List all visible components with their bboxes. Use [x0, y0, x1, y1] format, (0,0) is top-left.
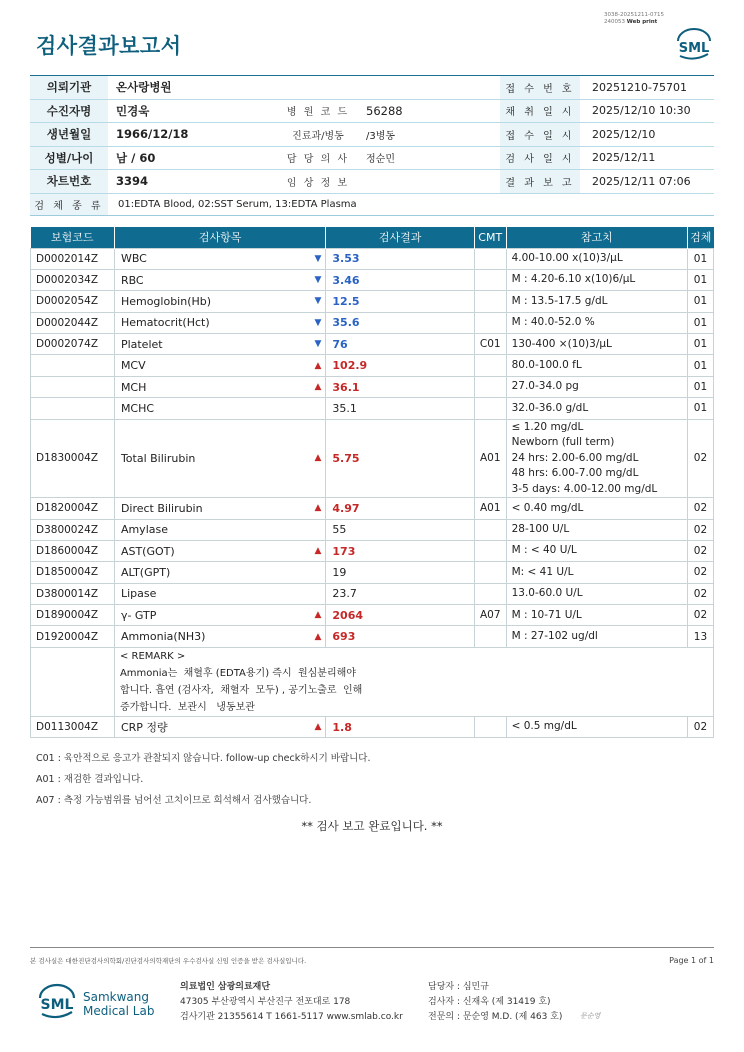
cmt-code: [474, 626, 506, 647]
reference-range: [506, 626, 687, 647]
reference-line: 130-400 ×(10)3/μL: [511, 337, 612, 350]
info-row-4: [30, 147, 714, 171]
table-row: [31, 419, 714, 498]
reference-line: M : 4.20-6.10 x(10)6/μL: [511, 273, 636, 286]
footer-divider: [30, 947, 714, 948]
high-flag-icon: ▲: [314, 360, 322, 371]
page-title: 검사결과보고서: [36, 34, 182, 58]
sml-footer-logo: [36, 981, 78, 1023]
insurance-code: D0002054Z: [31, 291, 115, 312]
reference-line: M: < 41 U/L: [511, 565, 574, 578]
test-item-name: ALT(GPT): [120, 565, 171, 579]
insurance-code: D3800024Z: [31, 519, 115, 540]
birth-label: 생년월일: [30, 123, 108, 146]
table-row: [31, 626, 714, 647]
remark-line: < REMARK >: [119, 650, 186, 662]
info-row-3: [30, 123, 714, 147]
cmt-code: [474, 248, 506, 269]
cmt-code: [474, 583, 506, 604]
low-flag-icon: ▼: [314, 296, 322, 307]
reference-line: 27.0-34.0 pg: [511, 380, 579, 393]
specimen-code: 01: [687, 248, 713, 269]
test-item: [114, 334, 325, 355]
reference-line: M : 13.5-17.5 g/dL: [511, 294, 608, 307]
test-item-name: γ- GTP: [120, 608, 157, 622]
test-item: [114, 269, 325, 290]
test-item: [114, 716, 325, 737]
reference-line: M : 27-102 ug/dl: [511, 629, 598, 642]
cmt-code: [474, 291, 506, 312]
info-row-6: [30, 194, 714, 216]
specimen-code: 01: [687, 291, 713, 312]
reference-range: [506, 248, 687, 269]
header-specimen: 검체: [687, 227, 713, 248]
test-result: 23.7: [326, 583, 475, 604]
insurance-code: D0002074Z: [31, 334, 115, 355]
patient-value: 민경욱: [116, 103, 150, 118]
test-item: [114, 498, 325, 519]
doctor-label: 담 당 의 사: [286, 154, 350, 166]
cmt-code: [474, 519, 506, 540]
high-flag-icon: ▲: [314, 722, 322, 733]
reference-range: [506, 716, 687, 737]
note-a07: A07 : 측정 가능범위를 넘어선 고치이므로 희석해서 검사했습니다.: [36, 795, 312, 806]
insurance-code: D0002034Z: [31, 269, 115, 290]
test-result: 55: [326, 519, 475, 540]
specimen-code: 01: [687, 334, 713, 355]
cmt-code: A01: [474, 498, 506, 519]
reference-range: [506, 605, 687, 626]
table-row: [31, 562, 714, 583]
info-row-1: [30, 76, 714, 100]
test-result: 12.5: [326, 291, 475, 312]
insurance-code: [31, 355, 115, 376]
chart-value: 3394: [116, 174, 149, 189]
header-item: 검사항목: [114, 227, 325, 248]
test-item: [114, 626, 325, 647]
sex-age-label: 성별/나이: [30, 147, 108, 170]
reference-range: [506, 398, 687, 419]
low-flag-icon: ▼: [314, 253, 322, 264]
test-result: 5.75: [326, 419, 475, 498]
patient-label: 수진자명: [30, 100, 108, 123]
reference-range: [506, 540, 687, 561]
reference-range: [506, 498, 687, 519]
table-row: [31, 355, 714, 376]
test-date-value: 2025/12/11: [592, 151, 656, 165]
test-result: 693: [326, 626, 475, 647]
insurance-code: D3800014Z: [31, 583, 115, 604]
comment-notes: [36, 752, 371, 815]
test-item: [114, 355, 325, 376]
specimen-value: 01:EDTA Blood, 02:SST Serum, 13:EDTA Plasma: [118, 198, 357, 210]
table-row: [31, 398, 714, 419]
insurance-code: D1860004Z: [31, 540, 115, 561]
table-row: [31, 498, 714, 519]
reference-line: < 0.5 mg/dL: [511, 720, 577, 733]
remark-cell: [114, 647, 713, 716]
specimen-code: 02: [687, 540, 713, 561]
reference-range: [506, 291, 687, 312]
high-flag-icon: ▲: [314, 610, 322, 621]
dept-label: 진료과/병동: [292, 130, 344, 142]
reference-range: [506, 312, 687, 333]
test-item: [114, 398, 325, 419]
reference-line: Newborn (full term): [511, 436, 615, 449]
insurance-code: [31, 376, 115, 397]
header-cmt: CMT: [474, 227, 506, 248]
high-flag-icon: ▲: [314, 453, 322, 464]
test-item: [114, 291, 325, 312]
header-reference: 참고치: [506, 227, 687, 248]
reference-line: 24 hrs: 2.00-6.00 mg/dL: [511, 451, 639, 464]
test-item-name: Lipase: [120, 587, 157, 601]
test-date-label: 검 사 일 시: [500, 147, 580, 170]
note-c01: C01 : 육안적으로 응고가 관찰되지 않습니다. follow-up check하시기 바랍니다.: [36, 753, 371, 764]
info-row-2: [30, 100, 714, 124]
receipt-date-value: 2025/12/10: [592, 127, 656, 141]
test-result: 35.1: [326, 398, 475, 419]
reference-line: 4.00-10.00 x(10)3/μL: [511, 251, 623, 264]
reference-line: 28-100 U/L: [511, 522, 570, 535]
report-value: 2025/12/11 07:06: [592, 174, 691, 188]
reference-line: 48 hrs: 6.00-7.00 mg/dL: [511, 467, 639, 480]
remark-line: Ammonia는 채혈후 (EDTA용기) 즉시 원심분리해야: [119, 667, 356, 679]
test-item: [114, 605, 325, 626]
insurance-code: D1920004Z: [31, 626, 115, 647]
reference-range: [506, 519, 687, 540]
remark-empty-cell: [31, 647, 115, 716]
note-a01: A01 : 재검한 결과입니다.: [36, 774, 144, 785]
svg-text:SML: SML: [678, 41, 710, 56]
specimen-code: 01: [687, 398, 713, 419]
hospital-code-label: 병 원 코 드: [286, 107, 350, 119]
patient-info: [30, 75, 714, 216]
table-row: [31, 248, 714, 269]
low-flag-icon: ▼: [314, 317, 322, 328]
reference-range: [506, 419, 687, 498]
cmt-code: [474, 540, 506, 561]
high-flag-icon: ▲: [314, 382, 322, 393]
test-result: 35.6: [326, 312, 475, 333]
sml-logo: [674, 27, 714, 63]
insurance-code: D1850004Z: [31, 562, 115, 583]
table-row: [31, 376, 714, 397]
collect-value: 2025/12/10 10:30: [592, 104, 691, 118]
test-item-name: Amylase: [120, 523, 168, 537]
test-item-name: Direct Bilirubin: [120, 501, 203, 515]
test-result: 102.9: [326, 355, 475, 376]
test-item-name: MCH: [120, 380, 147, 394]
cmt-code: C01: [474, 334, 506, 355]
lab-address: 의료법인 삼광의료재단 47305 부산광역시 부산진구 전포대로 178 검사기관 21355614 T 1661-5117 www.smlab.co.kr: [180, 982, 403, 1022]
specimen-code: 01: [687, 376, 713, 397]
svg-text:SML: SML: [40, 997, 74, 1013]
test-item: [114, 562, 325, 583]
receipt-date-label: 접 수 일 시: [500, 123, 580, 146]
test-result: 3.46: [326, 269, 475, 290]
reference-line: < 0.40 mg/dL: [511, 501, 584, 514]
reference-line: 32.0-36.0 g/dL: [511, 401, 589, 414]
specimen-code: 02: [687, 519, 713, 540]
hospital-code-value: 56288: [366, 103, 403, 118]
specimen-code: 02: [687, 716, 713, 737]
test-item-name: Hemoglobin(Hb): [120, 294, 212, 308]
table-row: [31, 605, 714, 626]
results-table: [30, 227, 714, 738]
high-flag-icon: ▲: [314, 546, 322, 557]
cmt-code: [474, 355, 506, 376]
reference-range: [506, 269, 687, 290]
test-item-name: MCHC: [120, 401, 155, 415]
cmt-code: [474, 376, 506, 397]
low-flag-icon: ▼: [314, 339, 322, 350]
test-result: 4.97: [326, 498, 475, 519]
test-item-name: CRP 정량: [120, 721, 168, 735]
specimen-code: 01: [687, 269, 713, 290]
table-row: [31, 540, 714, 561]
report-label: 결 과 보 고: [500, 170, 580, 193]
sex-age-value: 남 / 60: [116, 150, 156, 165]
birth-value: 1966/12/18: [116, 127, 189, 142]
test-item-name: Total Bilirubin: [120, 451, 196, 465]
table-row: [31, 291, 714, 312]
test-item-name: MCV: [120, 359, 146, 373]
test-result: 2064: [326, 605, 475, 626]
insurance-code: D0002014Z: [31, 248, 115, 269]
cmt-code: [474, 269, 506, 290]
dept-value: /3병동: [366, 130, 396, 142]
reference-line: 3-5 days: 4.00-12.00 mg/dL: [511, 482, 658, 495]
header-code: 보험코드: [31, 227, 115, 248]
table-row: [31, 269, 714, 290]
test-item-name: WBC: [120, 252, 147, 266]
lab-name: Samkwang Medical Lab: [83, 990, 155, 1018]
collect-label: 채 취 일 시: [500, 100, 580, 123]
test-result: 76: [326, 334, 475, 355]
test-item-name: Hematocrit(Hct): [120, 316, 210, 330]
chart-label: 차트번호: [30, 170, 108, 193]
cmt-code: A07: [474, 605, 506, 626]
results-header-row: [31, 227, 714, 248]
reference-line: ≤ 1.20 mg/dL: [511, 420, 584, 433]
clinical-label: 임 상 정 보: [286, 177, 350, 189]
reference-line: M : 40.0-52.0 %: [511, 316, 595, 329]
test-result: 3.53: [326, 248, 475, 269]
insurance-code: [31, 398, 115, 419]
test-item-name: Ammonia(NH3): [120, 630, 206, 644]
table-row: [31, 334, 714, 355]
test-item: [114, 419, 325, 498]
insurance-code: D0113004Z: [31, 716, 115, 737]
reference-range: [506, 562, 687, 583]
signature: 문순영: [580, 1012, 601, 1020]
remark-row: [31, 647, 714, 716]
test-result: 36.1: [326, 376, 475, 397]
test-result: 1.8: [326, 716, 475, 737]
test-item: [114, 376, 325, 397]
info-row-5: [30, 170, 714, 194]
specimen-code: 02: [687, 498, 713, 519]
page-number: Page 1 of 1: [669, 956, 714, 965]
reception-no-label: 접 수 번 호: [500, 76, 580, 99]
specimen-code: 02: [687, 583, 713, 604]
reference-line: 80.0-100.0 fL: [511, 358, 582, 371]
cmt-code: A01: [474, 419, 506, 498]
specimen-code: 13: [687, 626, 713, 647]
test-item: [114, 540, 325, 561]
high-flag-icon: ▲: [314, 503, 322, 514]
results-body: [31, 248, 714, 738]
reference-range: [506, 376, 687, 397]
reference-line: 13.0-60.0 U/L: [511, 587, 583, 600]
test-item: [114, 248, 325, 269]
specimen-code: 02: [687, 419, 713, 498]
test-item-name: Platelet: [120, 337, 163, 351]
requester-value: 온사랑병원: [116, 80, 172, 95]
specimen-label: 검 체 종 류: [30, 194, 108, 215]
test-item-name: RBC: [120, 273, 144, 287]
test-item: [114, 312, 325, 333]
table-row: [31, 716, 714, 737]
test-result: 173: [326, 540, 475, 561]
insurance-code: D1820004Z: [31, 498, 115, 519]
insurance-code: D1830004Z: [31, 419, 115, 498]
remark-line: 합니다. 흡연 (검사자, 채혈자 모두) , 공기노출로 인해: [119, 684, 363, 696]
cmt-code: [474, 562, 506, 583]
insurance-code: D0002044Z: [31, 312, 115, 333]
test-item: [114, 583, 325, 604]
reference-line: M : 10-71 U/L: [511, 608, 582, 621]
report-complete-text: ** 검사 보고 완료입니다. **: [301, 819, 443, 833]
cmt-code: [474, 312, 506, 333]
specimen-code: 02: [687, 562, 713, 583]
cmt-code: [474, 398, 506, 419]
table-row: [31, 583, 714, 604]
table-row: [31, 312, 714, 333]
reference-range: [506, 334, 687, 355]
top-print-code: 3038-20251211-0715 240053 Web print: [604, 12, 664, 25]
doctor-value: 정순민: [366, 154, 395, 166]
lab-staff: 담당자 : 심민규 검사자 : 신재옥 (제 31419 호) 전문의 : 문순영 M.D. (제 463 호): [428, 982, 563, 1022]
high-flag-icon: ▲: [314, 631, 322, 642]
insurance-code: D1890004Z: [31, 605, 115, 626]
specimen-code: 01: [687, 312, 713, 333]
header-result: 검사결과: [326, 227, 475, 248]
table-row: [31, 519, 714, 540]
reception-no-value: 20251210-75701: [592, 80, 687, 94]
clinical-value: [358, 170, 500, 193]
reference-line: M : < 40 U/L: [511, 544, 577, 557]
specimen-code: 01: [687, 355, 713, 376]
certification-text: 본 검사실은 대한진단검사의학회/진단검사의학재단의 우수검사실 신임 인증을 받은 검사실입니다.: [30, 957, 307, 965]
test-item-name: AST(GOT): [120, 544, 175, 558]
cmt-code: [474, 716, 506, 737]
reference-range: [506, 355, 687, 376]
test-item: [114, 519, 325, 540]
specimen-code: 02: [687, 605, 713, 626]
test-result: 19: [326, 562, 475, 583]
low-flag-icon: ▼: [314, 275, 322, 286]
reference-range: [506, 583, 687, 604]
remark-line: 증가합니다. 보관시 냉동보관: [119, 701, 255, 713]
requester-label: 의뢰기관: [30, 76, 108, 99]
